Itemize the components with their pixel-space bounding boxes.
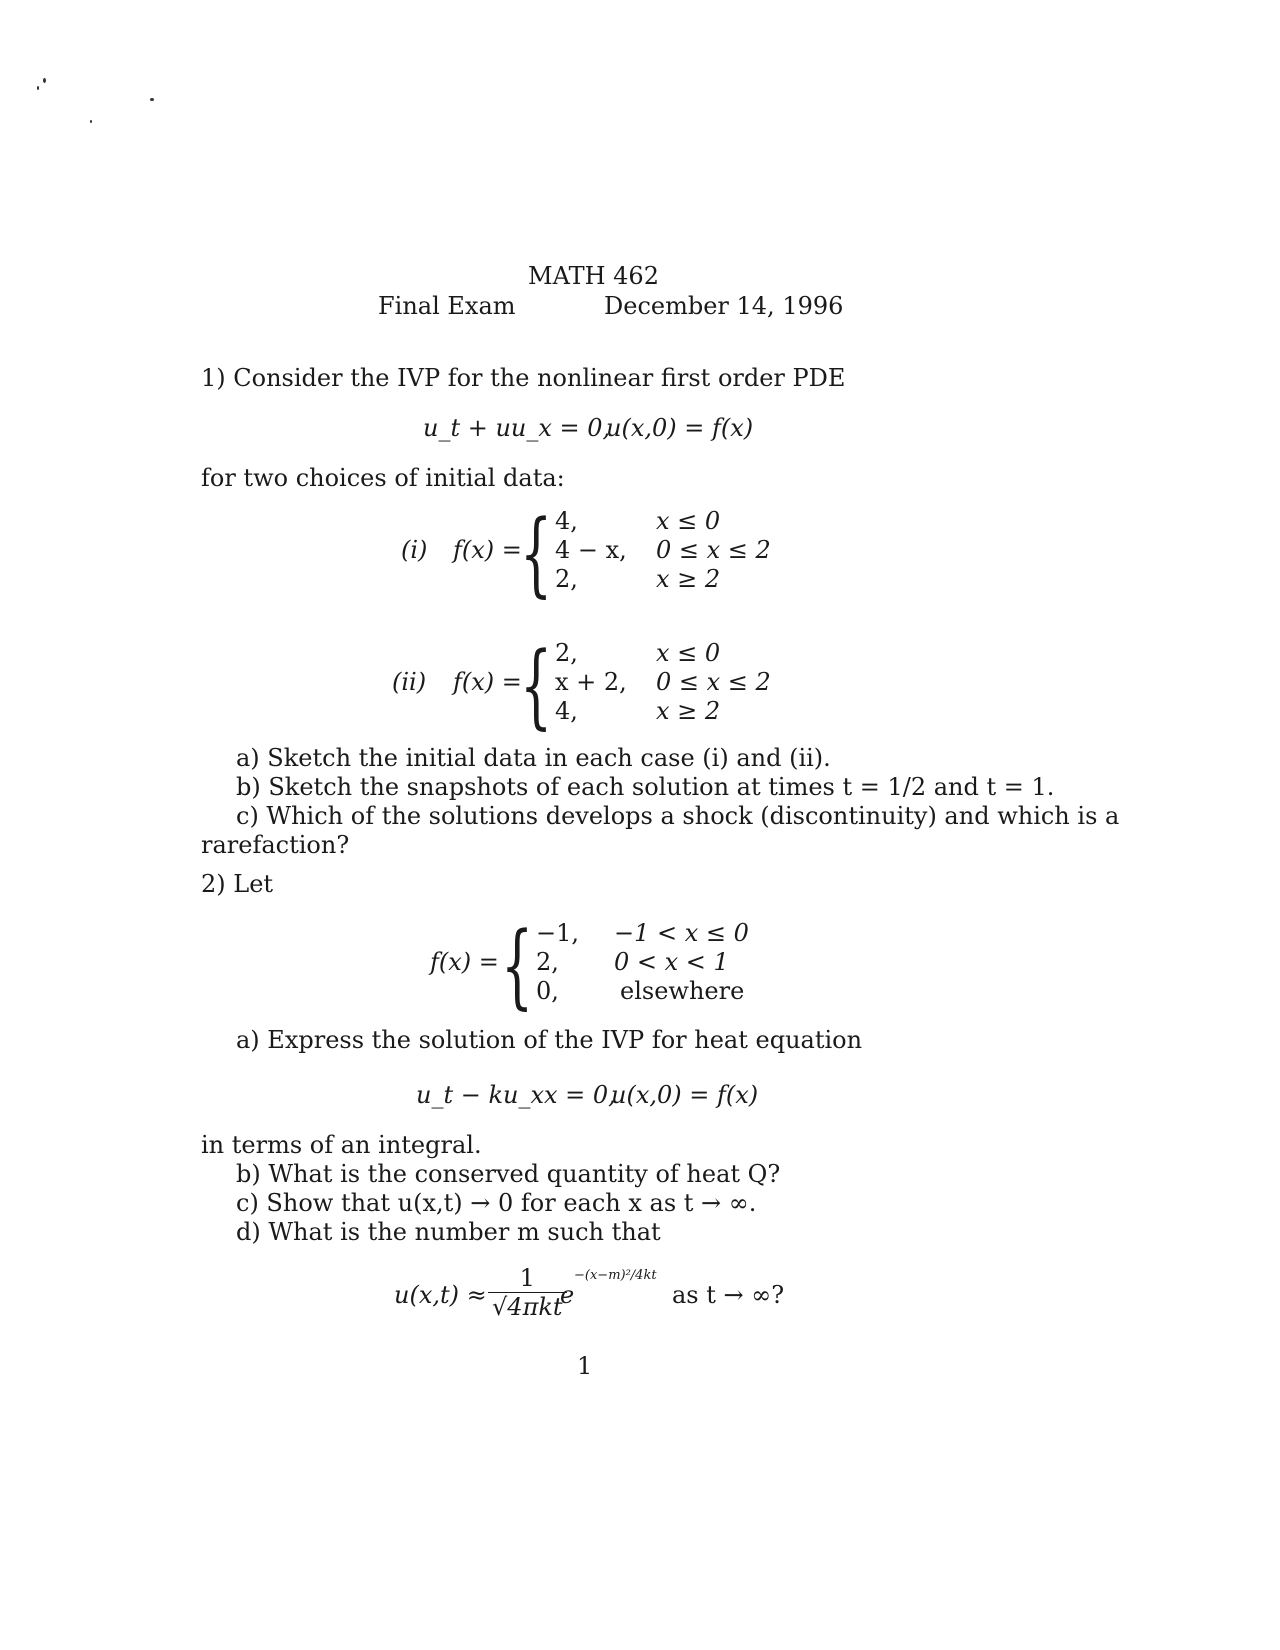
case-i-brace: { bbox=[520, 500, 553, 607]
problem1-part-a: a) Sketch the initial data in each case (i) and (ii). bbox=[236, 744, 831, 772]
asymptotic-exponent: −(x−m)²/4kt bbox=[574, 1268, 657, 1283]
problem2-condition: 0 < x < 1 bbox=[614, 948, 729, 976]
problem1-part-c-line2: rarefaction? bbox=[201, 831, 350, 859]
case-i-condition: 0 ≤ x ≤ 2 bbox=[656, 536, 771, 564]
problem2-heat-right: u(x,0) = f(x) bbox=[611, 1081, 759, 1109]
problem2-brace: { bbox=[501, 912, 534, 1019]
problem2-part-c: c) Show that u(x,t) → 0 for each x as t → ∞. bbox=[236, 1189, 757, 1217]
problem1-pde-left: u_t + uu_x = 0, bbox=[423, 414, 611, 442]
problem2-condition: elsewhere bbox=[620, 977, 745, 1005]
scan-speck bbox=[150, 98, 154, 101]
case-ii-lhs: f(x) = bbox=[453, 668, 522, 696]
asymptotic-lhs: u(x,t) ≈ bbox=[394, 1281, 487, 1309]
case-i-condition: x ≥ 2 bbox=[656, 565, 721, 593]
case-ii-condition: x ≥ 2 bbox=[656, 697, 721, 725]
problem1-pde-right: u(x,0) = f(x) bbox=[606, 414, 754, 442]
case-i-condition: x ≤ 0 bbox=[656, 507, 721, 535]
case-ii-condition: 0 ≤ x ≤ 2 bbox=[656, 668, 771, 696]
scan-speck bbox=[90, 120, 92, 123]
asymptotic-tail: as t → ∞? bbox=[672, 1281, 785, 1309]
exam-title: Final Exam bbox=[378, 292, 516, 320]
case-i-value: 4 − x, bbox=[555, 536, 627, 564]
problem2-part-b: b) What is the conserved quantity of heat Q? bbox=[236, 1160, 781, 1188]
problem2-value: 2, bbox=[536, 948, 559, 976]
problem1-part-b: b) Sketch the snapshots of each solution at times t = 1/2 and t = 1. bbox=[236, 773, 1055, 801]
case-ii-value: x + 2, bbox=[555, 668, 627, 696]
case-ii-condition: x ≤ 0 bbox=[656, 639, 721, 667]
problem2-part-a: a) Express the solution of the IVP for heat equation bbox=[236, 1026, 863, 1054]
asymptotic-exp-base: e bbox=[560, 1281, 575, 1309]
case-i-value: 4, bbox=[555, 507, 578, 535]
problem2-heat-left: u_t − ku_xx = 0, bbox=[416, 1081, 616, 1109]
case-ii-label: (ii) bbox=[392, 668, 427, 696]
course-title: MATH 462 bbox=[528, 262, 659, 290]
problem2-part-a-cont: in terms of an integral. bbox=[201, 1131, 482, 1159]
scan-speck bbox=[37, 86, 39, 90]
case-ii-value: 4, bbox=[555, 697, 578, 725]
asymptotic-numerator: 1 bbox=[488, 1264, 567, 1293]
problem2-intro: 2) Let bbox=[201, 870, 274, 898]
case-ii-brace: { bbox=[520, 632, 553, 739]
problem2-value: −1, bbox=[536, 919, 580, 947]
problem2-condition: −1 < x ≤ 0 bbox=[614, 919, 749, 947]
case-i-label: (i) bbox=[401, 536, 428, 564]
asymptotic-fraction bbox=[488, 1264, 567, 1321]
scan-speck bbox=[43, 78, 46, 83]
page-number: 1 bbox=[577, 1352, 593, 1380]
problem1-lead: for two choices of initial data: bbox=[201, 464, 565, 492]
asymptotic-denominator: √4πkt bbox=[492, 1293, 563, 1321]
case-i-value: 2, bbox=[555, 565, 578, 593]
problem1-intro: 1) Consider the IVP for the nonlinear first order PDE bbox=[201, 364, 846, 392]
problem2-part-d: d) What is the number m such that bbox=[236, 1218, 661, 1246]
case-ii-value: 2, bbox=[555, 639, 578, 667]
problem1-part-c-line1: c) Which of the solutions develops a shock (discontinuity) and which is a bbox=[236, 802, 1120, 830]
exam-date: December 14, 1996 bbox=[604, 292, 844, 320]
problem2-lhs: f(x) = bbox=[430, 948, 499, 976]
problem2-value: 0, bbox=[536, 977, 559, 1005]
case-i-lhs: f(x) = bbox=[453, 536, 522, 564]
